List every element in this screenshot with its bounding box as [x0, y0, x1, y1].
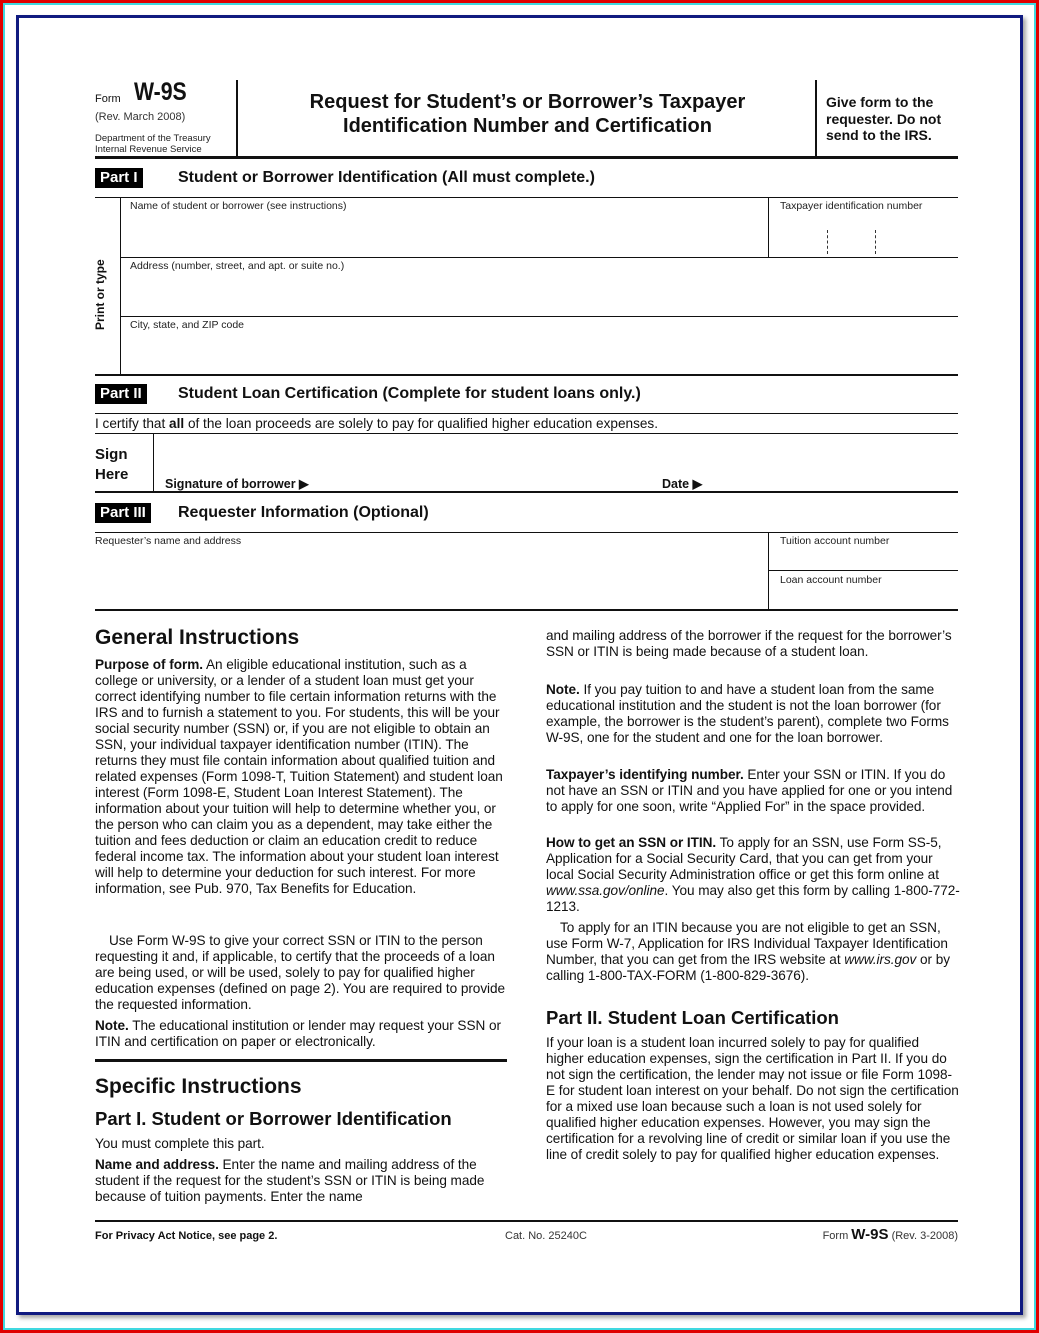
- note-lead: Note.: [95, 1018, 129, 1033]
- form-revision: (Rev. 3-2008): [891, 1230, 958, 1242]
- tin-label: Taxpayer identification number: [780, 200, 923, 212]
- divider: [95, 433, 958, 434]
- certify-emphasis: all: [169, 416, 185, 431]
- ssa-link[interactable]: www.ssa.gov/online: [546, 883, 665, 898]
- header-rule: [95, 156, 958, 159]
- header-divider-left: [236, 80, 238, 158]
- howto-text: To apply for an SSN, use Form SS-5, Application for a Social Security Card, that you can get from your local Social Security Administration office or get this form online at: [546, 835, 942, 882]
- requester-name-address-field[interactable]: [95, 550, 767, 608]
- sign-word: Sign: [95, 446, 128, 463]
- date-field[interactable]: [712, 436, 952, 491]
- signature-label: Signature of borrower ▶: [165, 477, 309, 491]
- certification-statement: [95, 416, 658, 431]
- divider: [95, 197, 958, 198]
- tuition-account-field[interactable]: [769, 550, 958, 569]
- form-number: W-9S: [851, 1226, 889, 1243]
- note2-paragraph: [546, 682, 960, 746]
- part1-instructions-heading: Part I. Student or Borrower Identification: [95, 1108, 452, 1129]
- part1-title: Student or Borrower Identification (All must complete.): [178, 169, 595, 186]
- privacy-notice: For Privacy Act Notice, see page 2.: [95, 1230, 278, 1242]
- divider: [95, 491, 958, 493]
- name-field[interactable]: [121, 215, 767, 256]
- footer-rule: [95, 1220, 958, 1222]
- purpose-text: An eligible educational institution, such as a college or university, or a lender of a student loan must get your correct identifying number to file certain information returns with the IRS and to furnish a statement to you. For students, this will be your social security number (SSN) or, if you are not eligible to obtain an SSN, your individual taxpayer identification number (ITIN). The returns they must file contain information about qualified tuition and related expenses (Form 1098-T, Tuition Statement) and student loan interest (Form 1098-E, Student Loan Interest Statement). The information about your tuition will help to determine whether you, or the person who can claim you as a dependent, may take either the tuition and fees deduction or claim an education credit to reduce federal income tax. The information about your student loan interest will help to determine your deduction for such interest. For more information, see Pub. 970, Tax Benefits for Education.: [95, 657, 503, 896]
- note-line-1: Give form to the: [826, 94, 934, 110]
- note-line-3: send to the IRS.: [826, 127, 932, 143]
- divider: [95, 413, 958, 414]
- header-divider-right: [815, 80, 817, 158]
- form-title: [240, 90, 815, 138]
- part3-title: Requester Information (Optional): [178, 504, 429, 521]
- tin-separator: [875, 230, 876, 254]
- part1-badge: Part I: [95, 168, 143, 188]
- form-number: W-9S: [134, 78, 187, 106]
- note-line-2: requester. Do not: [826, 110, 942, 127]
- agency: Internal Revenue Service: [95, 144, 202, 155]
- purpose-paragraph: [95, 657, 509, 897]
- catalog-number: Cat. No. 25240C: [505, 1230, 587, 1242]
- part3-badge: Part III: [95, 503, 151, 523]
- title-line-1: Request for Student’s or Borrower’s Taxpayer: [309, 91, 746, 113]
- tin-text: Enter your SSN or ITIN. If you do not have an SSN or ITIN and you have applied for one or you intend to apply for one soon, write “Applied For” in the space provided.: [546, 767, 953, 814]
- divider: [120, 257, 958, 258]
- certify-text: I certify that: [95, 416, 170, 431]
- form-word: Form: [822, 1230, 849, 1242]
- tin-lead: Taxpayer’s identifying number.: [546, 767, 744, 782]
- here-word: Here: [95, 466, 129, 483]
- divider: [95, 1059, 507, 1062]
- print-or-type-label: Print or type: [93, 259, 107, 330]
- loan-account-label: Loan account number: [780, 574, 882, 586]
- tin-field[interactable]: [769, 215, 958, 256]
- date-label: Date ▶: [662, 477, 703, 491]
- divider: [95, 374, 958, 376]
- loan-account-field[interactable]: [769, 589, 958, 608]
- itin-paragraph: [546, 920, 960, 984]
- name-text: Enter the name and mailing address of the student if the request for the student’s SSN or ITIN is being made because of tuition payments. Enter the name: [95, 1157, 485, 1204]
- requester-label: Requester’s name and address: [95, 535, 242, 547]
- part2-instructions-heading: Part II. Student Loan Certification: [546, 1007, 839, 1028]
- howto-text: . You may also get this form by calling 1-800-772-1213.: [546, 883, 960, 914]
- itin-text: or by calling 1-800-TAX-FORM (1-800-829-3676).: [546, 952, 950, 983]
- divider: [95, 532, 958, 533]
- tin-paragraph: [546, 767, 960, 815]
- footer-form-id: [823, 1226, 958, 1243]
- divider: [95, 609, 958, 611]
- note-text: The educational institution or lender may request your SSN or ITIN and certification on paper or electronically.: [95, 1018, 501, 1049]
- note-lead: Note.: [546, 682, 580, 697]
- address-field[interactable]: [121, 275, 958, 315]
- part2-badge: Part II: [95, 384, 147, 404]
- form-word: Form: [95, 93, 121, 105]
- give-form-note: [826, 94, 941, 144]
- note-paragraph: [95, 1018, 509, 1050]
- department: Department of the Treasury: [95, 133, 211, 144]
- tin-separator: [827, 230, 828, 254]
- irs-link[interactable]: www.irs.gov: [844, 952, 917, 967]
- title-line-2: Identification Number and Certification: [343, 115, 712, 137]
- purpose-lead: Purpose of form.: [95, 657, 203, 672]
- howto-lead: How to get an SSN or ITIN.: [546, 835, 717, 850]
- form-revision: (Rev. March 2008): [95, 111, 186, 123]
- divider: [153, 433, 154, 492]
- divider: [768, 570, 958, 571]
- part2-title: Student Loan Certification (Complete for student loans only.): [178, 385, 641, 402]
- part2-paragraph: If your loan is a student loan incurred solely to pay for qualified higher education expenses, sign the certification in Part II. If you do not sign the certification, the lender may not issue or file Form 1098-E for student loan interest on your behalf. Do not sign the certification for a mixed use loan because such a loan is not used solely for qualified higher education expenses. However, you may sign the certification for a revolving line of credit or similar loan if you use the line of credit solely to pay for qualified higher education expenses.: [546, 1035, 959, 1162]
- city-label: City, state, and ZIP code: [130, 319, 245, 331]
- itin-text: To apply for an ITIN because you are not eligible to get an SSN, use Form W-7, Application for IRS Individual Taxpayer Identification Number, that you can get from the IRS website at: [546, 920, 948, 967]
- name-lead: Name and address.: [95, 1157, 219, 1172]
- divider: [120, 316, 958, 317]
- tuition-account-label: Tuition account number: [780, 535, 890, 547]
- sign-here-label: [95, 445, 128, 485]
- name-label: Name of student or borrower (see instructions): [130, 200, 347, 212]
- note-text: If you pay tuition to and have a student loan from the same educational institution and the student is not the loan borrower (for example, the borrower is the student’s parent), complete two Forms W-9S, one for the student and one for the loan borrower.: [546, 682, 949, 745]
- must-complete-text: You must complete this part.: [95, 1136, 265, 1151]
- address-label: Address (number, street, and apt. or suite no.): [130, 260, 345, 272]
- use-form-paragraph: Use Form W-9S to give your correct SSN or ITIN to the person requesting it and, if applicable, to certify that the proceeds of a loan are being used, or will be used, solely to pay for qualified higher education expenses (defined on page 2). You are required to provide the requested information.: [95, 933, 506, 1012]
- name-address-paragraph: [95, 1157, 509, 1205]
- city-state-zip-field[interactable]: [121, 334, 958, 374]
- certify-text: of the loan proceeds are solely to pay for qualified higher education expenses.: [184, 416, 658, 431]
- how-to-get-paragraph: [546, 835, 960, 915]
- general-instructions-heading: General Instructions: [95, 626, 300, 649]
- specific-instructions-heading: Specific Instructions: [95, 1075, 302, 1098]
- name-address-continued: and mailing address of the borrower if the request for the borrower’s SSN or ITIN is being made because of a student loan.: [546, 628, 952, 659]
